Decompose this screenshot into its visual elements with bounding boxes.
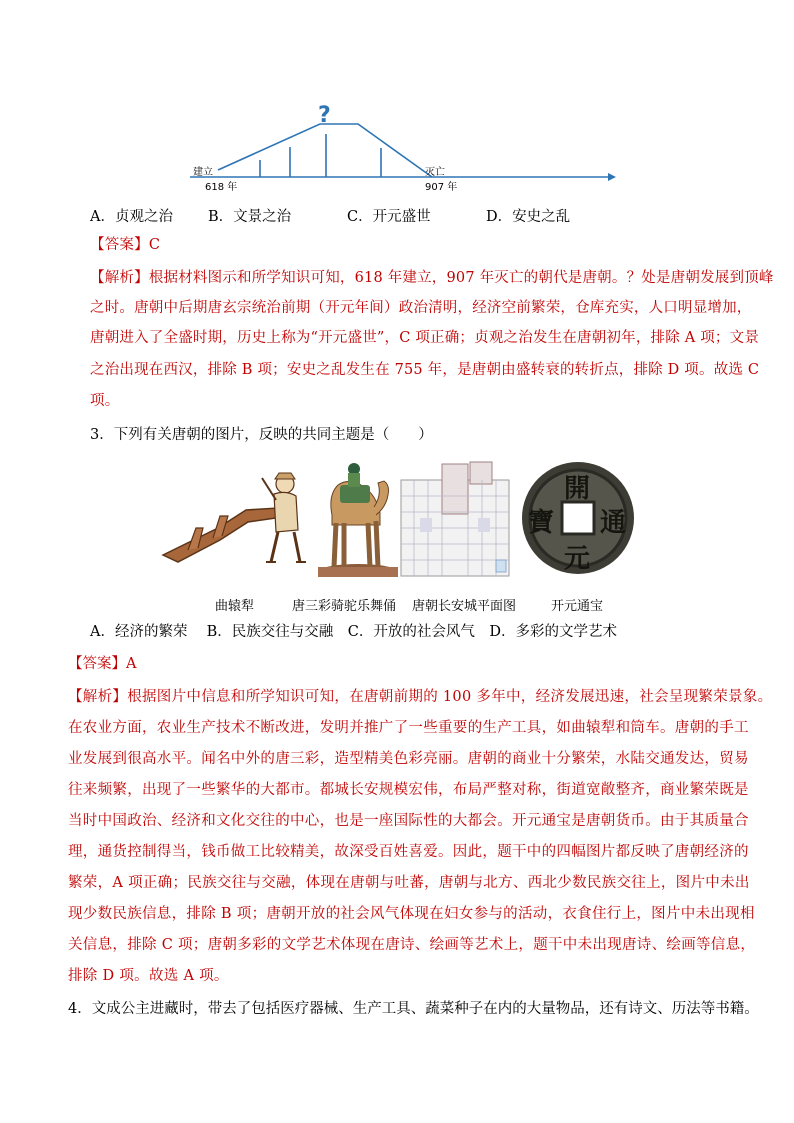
timeline-start-label: 建立 [193, 167, 213, 178]
coin-char-bottom: 元 [564, 544, 591, 574]
coin-char-top: 開 [564, 474, 591, 504]
q3-analysis-line: 【解析】根据图片中信息和所学知识可知，在唐朝前期的 100 多年中，经济发展迅速，社会呈现繁荣景象。 [68, 689, 773, 705]
caption-coin: 开元通宝 [551, 599, 604, 614]
q2-analysis-line: 之治出现在西汉，排除 B 项；安史之乱发生在 755 年，是唐朝由盛转衰的转折点，排除 D 项。故选 C [90, 362, 760, 378]
q3-analysis-line: 当时中国政治、经济和文化交往的中心，也是一座国际性的大都会。开元通宝是唐朝货币。由于其质量合 [68, 813, 749, 829]
q2-analysis-line: 【解析】根据材料图示和所学知识可知，618 年建立，907 年灭亡的朝代是唐朝。？处是唐朝发展到顶峰 [90, 270, 774, 286]
q3-analysis-line: 关信息，排除 C 项；唐朝多彩的文学艺术体现在唐诗、绘画等艺术上，题干中未出现唐诗、绘画等信息， [68, 937, 756, 953]
changan-city-plan [400, 460, 512, 578]
q2-analysis-tag: 【解析】 [90, 270, 149, 286]
q3-analysis-line: 往来频繁，出现了一些繁华的大都市。都城长安规模宏伟，布局严整对称，街道宽敞整齐，商业繁荣既是 [68, 782, 749, 798]
q2-analysis-line: 之时。唐朝中后期唐玄宗统治前期（开元年间）政治清明，经济空前繁荣，仓库充实，人口明显增加， [90, 300, 752, 316]
coin-char-right: 通 [600, 508, 627, 538]
timeline-end-label: 灭亡 [425, 167, 445, 178]
q3-analysis-line: 排除 D 项。故选 A 项。 [68, 968, 229, 984]
timeline-curve [218, 124, 432, 177]
q2-analysis-line: 项。 [90, 393, 120, 409]
q3-stem: 3．下列有关唐朝的图片，反映的共同主题是（ ） [90, 427, 433, 443]
plow-illustration [158, 470, 318, 570]
timeline-end-year: 907 年 [425, 182, 458, 193]
timeline-start-year: 618 年 [205, 182, 238, 193]
caption-plow: 曲辕犁 [215, 599, 255, 614]
q3-analysis-tag: 【解析】 [68, 689, 128, 705]
q3-analysis-line: 理，通货控制得当，钱币做工比较精美，故深受百姓喜爱。因此，题干中的四幅图片都反映了唐朝经济的 [68, 844, 749, 860]
q3-answer-tag: 【答案】 [68, 656, 126, 672]
caption-camel: 唐三彩骑驼乐舞俑 [292, 599, 397, 614]
tricolor-camel-figurine [318, 455, 398, 580]
timeline-diagram [180, 100, 620, 195]
q3-options: A．经济的繁荣 B．民族交往与交融 C．开放的社会风气 D．多彩的文学艺术 [90, 624, 617, 640]
coin-char-left: 寶 [528, 508, 555, 538]
q2-answer-value: C [148, 237, 161, 253]
q2-option-c: C．开元盛世 [347, 209, 431, 225]
timeline-arrow [608, 173, 616, 181]
q2-answer-tag: 【答案】 [90, 237, 149, 253]
q2-option-a: A．贞观之治 [90, 209, 173, 225]
q3-analysis-line: 业发展到很高水平。闻名中外的唐三彩，造型精美色彩亮丽。唐朝的商业十分繁荣，水陆交通发达，贸易 [68, 751, 749, 767]
kaiyuan-coin [520, 460, 636, 576]
caption-city-plan: 唐朝长安城平面图 [412, 599, 517, 614]
q4-stem: 4．文成公主进藏时，带去了包括医疗器械、生产工具、蔬菜种子在内的大量物品，还有诗文、历法等书籍。 [68, 1001, 759, 1017]
q2-option-b: B．文景之治 [208, 209, 292, 225]
timeline-peak-mark: ? [318, 103, 331, 128]
q3-answer-value: A [126, 656, 137, 672]
q3-analysis-line: 现少数民族信息，排除 B 项；唐朝开放的社会风气体现在妇女参与的活动，衣食住行上，图片中未出现相 [68, 906, 755, 922]
q3-answer [68, 652, 136, 673]
q3-analysis-line: 繁荣，A 项正确；民族交往与交融，体现在唐朝与吐蕃，唐朝与北方、西北少数民族交往上，图片中未出 [68, 875, 750, 891]
q2-answer [90, 235, 730, 255]
q2-option-d: D．安史之乱 [486, 209, 571, 225]
q2-analysis-line: 唐朝进入了全盛时期，历史上称为“开元盛世”，C 项正确；贞观之治发生在唐朝初年，排除 A 项；文景 [90, 330, 760, 346]
q3-analysis-line: 在农业方面，农业生产技术不断改进，发明并推广了一些重要的生产工具，如曲辕犁和筒车。唐朝的手工 [68, 720, 749, 736]
